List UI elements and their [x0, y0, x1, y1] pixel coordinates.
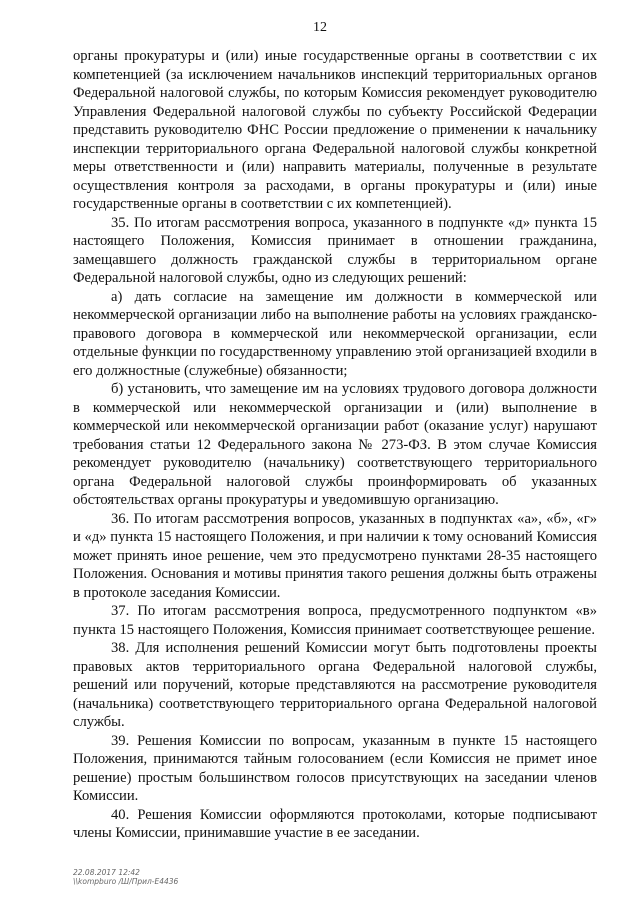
document-body — [73, 47, 597, 843]
file-stamp-footer — [73, 868, 178, 886]
paragraph-39: 39. Решения Комиссии по вопросам, указанным в пункте 15 настоящего Положения, принимаются тайным голосованием (если Комиссия не примет иное решение) простым большинством голосов присутствующих на заседании членов Комиссии. — [73, 732, 597, 804]
paragraph-37: 37. По итогам рассмотрения вопроса, предусмотренного подпунктом «в» пункта 15 настоящего Положения, Комиссия принимает соответствующее решение. — [73, 603, 597, 638]
paragraph-35-b: б) установить, что замещение им на условиях трудового договора должности в коммерческой или некоммерческой организации и (или) выполнение в коммерческой или некоммерческой организации работ (оказание услуг) нарушают требования статьи 12 Федерального закона № 273-ФЗ. В этом случае Комиссия рекомендует руководителю (начальнику) соответствующего территориального органа Федеральной налоговой службы проинформировать об указанных обстоятельствах органы прокуратуры и уведомившую организацию. — [73, 381, 597, 508]
paragraph-38: 38. Для исполнения решений Комиссии могут быть подготовлены проекты правовых актов территориального органа Федеральной налоговой службы, решений или поручений, которые представляются на рассмотрение руководителя (начальника) соответствующего территориального органа Федеральной налоговой службы. — [73, 640, 597, 730]
paragraph-35: 35. По итогам рассмотрения вопроса, указанного в подпункте «д» пункта 15 настоящего Положения, Комиссия принимает в отношении гражданина, замещавшего должность гражданской службы в территориальном органе Федеральной налоговой службы, одно из следующих решений: — [73, 214, 597, 286]
footer-timestamp: 22.08.2017 12:42 — [73, 868, 140, 877]
paragraph-36: 36. По итогам рассмотрения вопросов, указанных в подпунктах «а», «б», «г» и «д» пункта 15 настоящего Положения, и при наличии к тому оснований Комиссия может принять иное решение, чем это предусмотрено пунктами 28-35 настоящего Положения. Основания и мотивы принятия такого решения должны быть отражены в протоколе заседания Комиссии. — [73, 510, 597, 601]
paragraph-34-continuation: органы прокуратуры и (или) иные государственные органы в соответствии с их компетенцией (за исключением начальников инспекций территориальных органов Федеральной налоговой службы, по которым Комиссия рекомендует руководителю Управления Федеральной налоговой службы по субъекту Российской Федерации представить руководителю ФНС России предложение о применении к начальнику инспекции территориального органа Федеральной налоговой службы конкретной меры ответственности и (или) направить материалы, полученные в результате осуществления контроля за расходами, в органы прокуратуры и (или) иные государственные органы в соответствии с их компетенцией). — [73, 48, 597, 212]
page-number: 12 — [313, 20, 327, 35]
paragraph-35-a: а) дать согласие на замещение им должности в коммерческой или некоммерческой организации либо на выполнение работы на условиях гражданско-правового договора в коммерческой или некоммерческой организации, если отдельные функции по государственному управлению этой организацией входили в его должностные (служебные) обязанности; — [73, 288, 597, 379]
paragraph-40: 40. Решения Комиссии оформляются протоколами, которые подписывают члены Комиссии, принимавшие участие в ее заседании. — [73, 806, 597, 841]
footer-file-path: \\kompburo /Ш/Прил-Е4436 — [73, 877, 179, 886]
